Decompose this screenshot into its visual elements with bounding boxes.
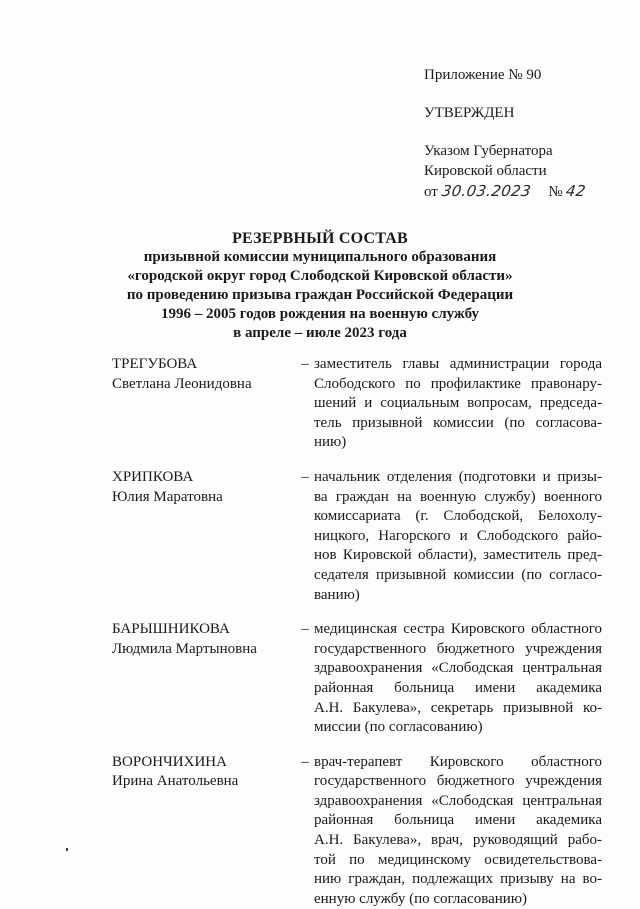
member-surname: ТРЕГУБОВА xyxy=(112,356,198,372)
description-line: А.Н. Бакулева», секретарь призывной ко- xyxy=(314,699,602,716)
dash-separator: – xyxy=(301,621,309,638)
title-line: призывной комиссии муниципального образования xyxy=(143,249,497,265)
member-surname: БАРЫШНИКОВА xyxy=(112,621,230,638)
handwritten-date: 30.03.2023 xyxy=(440,182,532,200)
title-line: в апреле – июле 2023 года xyxy=(233,325,407,341)
description-line: нов Кировской области), заместитель пред- xyxy=(314,547,602,564)
description-line: седателя призывной комиссии (по согласо- xyxy=(314,566,602,583)
title-main: РЕЗЕРВНЫЙ СОСТАВ xyxy=(232,230,408,247)
description-line: ванию) xyxy=(314,586,360,603)
description-line: ва граждан на военную службу) военного xyxy=(314,488,602,505)
description-line: А.Н. Бакулева», врач, руководящий рабо- xyxy=(314,832,602,849)
title-line: «городской округ город Слободской Кировской области» xyxy=(127,268,513,284)
approved-label: УТВЕРЖДЕН xyxy=(424,105,515,121)
member-entry xyxy=(112,620,602,738)
member-given-name: Светлана Леонидовна xyxy=(112,375,252,392)
member-description xyxy=(314,620,602,738)
member-description xyxy=(314,753,602,909)
description-line: районная больница имени академика xyxy=(314,679,602,696)
title-line: 1996 – 2005 годов рождения на военную службу xyxy=(160,306,480,322)
date-prefix: от xyxy=(424,184,438,200)
member-given-name: Юлия Маратовна xyxy=(112,488,223,505)
description-line: той по медицинскому освидетельствова- xyxy=(314,851,602,868)
description-line: районная больница имени академика xyxy=(314,812,602,829)
decree-line-2: Кировской области xyxy=(424,163,547,179)
description-line: шений и социальным вопросам, председа- xyxy=(314,395,602,412)
dash-separator: – xyxy=(301,468,309,485)
member-name xyxy=(112,620,292,659)
description-line: Слободского по профилактике правонару- xyxy=(314,375,602,392)
member-entry xyxy=(112,753,602,909)
description-line: енную службу (по согласованию) xyxy=(314,890,528,907)
dash-separator: – xyxy=(301,753,309,770)
description-line: комиссариата (г. Слободской, Белохолу- xyxy=(314,508,602,525)
decree-line-1: Указом Губернатора xyxy=(424,143,553,159)
description-line: врач-терапевт Кировского областного xyxy=(314,753,602,770)
handwritten-number: 42 xyxy=(565,182,588,200)
description-line: медицинская сестра Кировского областного xyxy=(314,621,602,638)
scan-speck xyxy=(66,848,68,851)
member-surname: ВОРОНЧИХИНА xyxy=(112,753,227,770)
member-given-name: Ирина Анатольевна xyxy=(112,773,239,790)
appendix-number: Приложение № 90 xyxy=(424,67,542,83)
description-line: тель призывной комиссии (по согласова- xyxy=(314,414,602,431)
member-given-name: Людмила Мартыновна xyxy=(112,640,257,657)
description-line: государственного бюджетного учреждения xyxy=(314,773,602,790)
member-entry xyxy=(112,468,602,605)
description-line: ницкого, Нагорского и Слободского райо- xyxy=(314,527,602,544)
number-prefix: № xyxy=(548,184,563,200)
description-line: миссии (по согласованию) xyxy=(314,719,483,736)
description-line: начальник отделения (подготовки и призы- xyxy=(314,468,602,485)
member-entry xyxy=(112,355,602,453)
dash-separator: – xyxy=(301,356,309,372)
member-surname: ХРИПКОВА xyxy=(112,468,194,485)
member-description xyxy=(314,355,602,453)
member-description xyxy=(314,468,602,605)
description-line: государственного бюджетного учреждения xyxy=(314,640,602,657)
member-name xyxy=(112,468,292,507)
members-list xyxy=(112,355,602,909)
approval-block xyxy=(424,65,624,202)
title-line: по проведению призыва граждан Российской Федерации xyxy=(126,287,514,303)
description-line: здравоохранения «Слободская центральная xyxy=(314,660,602,677)
description-line: нию граждан, подлежащих призыву на во- xyxy=(314,871,602,888)
description-line: заместитель главы администрации города xyxy=(314,356,602,372)
member-name xyxy=(112,355,292,394)
description-line: нию) xyxy=(314,434,347,451)
member-name xyxy=(112,753,292,792)
document-title xyxy=(110,229,530,343)
description-line: здравоохранения «Слободская центральная xyxy=(314,792,602,809)
decree-date-line xyxy=(424,181,624,202)
